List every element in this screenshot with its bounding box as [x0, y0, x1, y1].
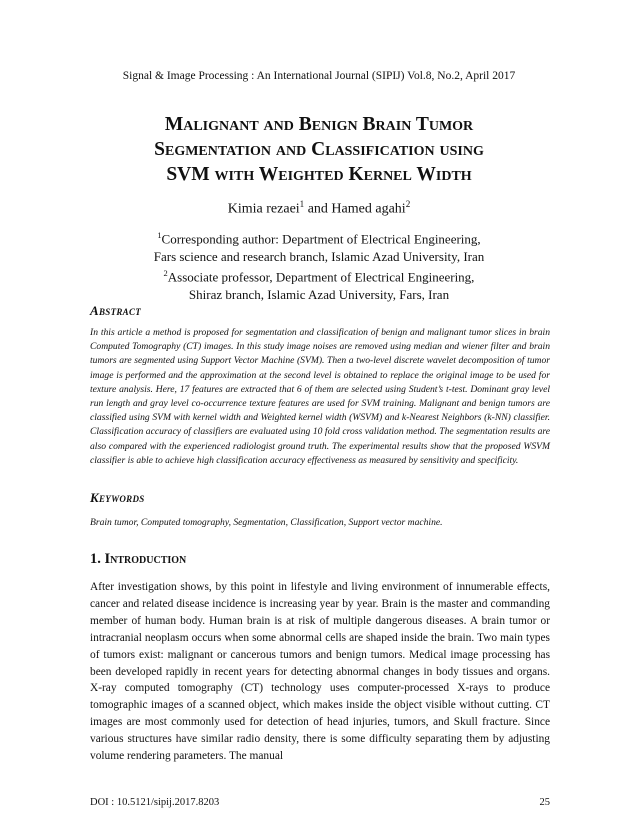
keywords-text: Brain tumor, Computed tomography, Segmentation, Classification, Support vector machine. [90, 517, 443, 528]
introduction-heading [90, 551, 186, 568]
affiliation-line [0, 227, 638, 248]
title-line-2: Segmentation and Classification using [154, 139, 484, 160]
author-2: and Hamed agahi [304, 201, 406, 217]
introduction-text: After investigation shows, by this point in lifestyle and living environment of innumerable effects, cancer and related disease incidence is increasing year by year. Brain is the master and commanding member of human body. Human brain is at risk of multiple dangerous diseases. A brain tumor or intracranial neoplasm occurs when some abnormal cells are shaped inside the brain. Two main types of tumors exist: malignant or cancerous tumors and benign tumors. Medical image processing has been developed rapidly in recent years for detecting abnormal changes in body tissues and organs. X-ray computed tomography (CT) technology uses computer-processed X-rays to produce tomographic images of a scanned object, which makes inside the object visible without cutting. CT images are most commonly used for detection of head injuries, tumors, and Skull fracture. Since various structures have similar radio density, there is some difficulty separating them by adjusting volume rendering parameters. The manual [90, 581, 550, 763]
section-title: Introduction [104, 551, 187, 567]
journal-header: Signal & Image Processing : An International Journal (SIPIJ) Vol.8, No.2, April 2017 [122, 70, 516, 82]
affiliation-superscript: 1 [157, 230, 162, 240]
author-2-superscript: 2 [405, 199, 411, 209]
affiliation-line [0, 248, 638, 266]
affiliation-text: Shiraz branch, Islamic Azad University, Fars, Iran [188, 287, 450, 303]
affiliation-line [0, 265, 638, 286]
affiliation-line [0, 286, 638, 304]
affiliation-text: Associate professor, Department of Electrical Engineering, [167, 269, 475, 285]
paper-title [40, 112, 598, 187]
author-1-superscript: 1 [299, 199, 305, 209]
keywords-heading: Keywords [90, 490, 145, 505]
affiliation-text: Fars science and research branch, Islamic Azad University, Iran [153, 248, 485, 264]
abstract-text: In this article a method is proposed for segmentation and classification of benign and malignant tumor slices in brain Computed Tomography (CT) images. In this study image noises are removed using median and wiener filter and brain tumors are segmented using Support Vector Machine (SVM). Then a two-level discrete wavelet decomposition of tumor image is performed and the approximation at the second level is obtained to replace the original image to be used for texture analysis. Here, 17 features are extracted that 6 of them are selected using Student’s t-test. Dominant gray level run length and gray level co-occurrence texture features are used for SVM training. Malignant and benign tumors are classified using SVM with kernel width and Weighted kernel width (WSVM) and k-Nearest Neighbors (k-NN) classifier. Classification accuracy of classifiers are evaluated using 10 fold cross validation method. The segmentation results are also compared with the experienced radiologist ground truth. The experimental results show that the proposed WSVM classifier is able to achieve high classification accuracy effectiveness as measured by sensitivity and specificity. [90, 327, 550, 466]
doi: DOI : 10.5121/sipij.2017.8203 [90, 797, 220, 808]
affiliation-superscript: 2 [163, 268, 168, 279]
authors [0, 199, 638, 218]
page-number: 25 [539, 797, 550, 808]
author-1: Kimia rezaei [227, 201, 300, 217]
abstract-heading: Abstract [90, 303, 142, 318]
title-line-3: SVM with Weighted Kernel Width [166, 164, 472, 185]
affiliation-text: Corresponding author: Department of Electrical Engineering, [161, 231, 481, 247]
affiliations [0, 227, 638, 304]
section-number: 1. [90, 551, 105, 567]
page-footer [90, 797, 550, 808]
title-line-1: Malignant and Benign Brain Tumor [164, 114, 474, 135]
